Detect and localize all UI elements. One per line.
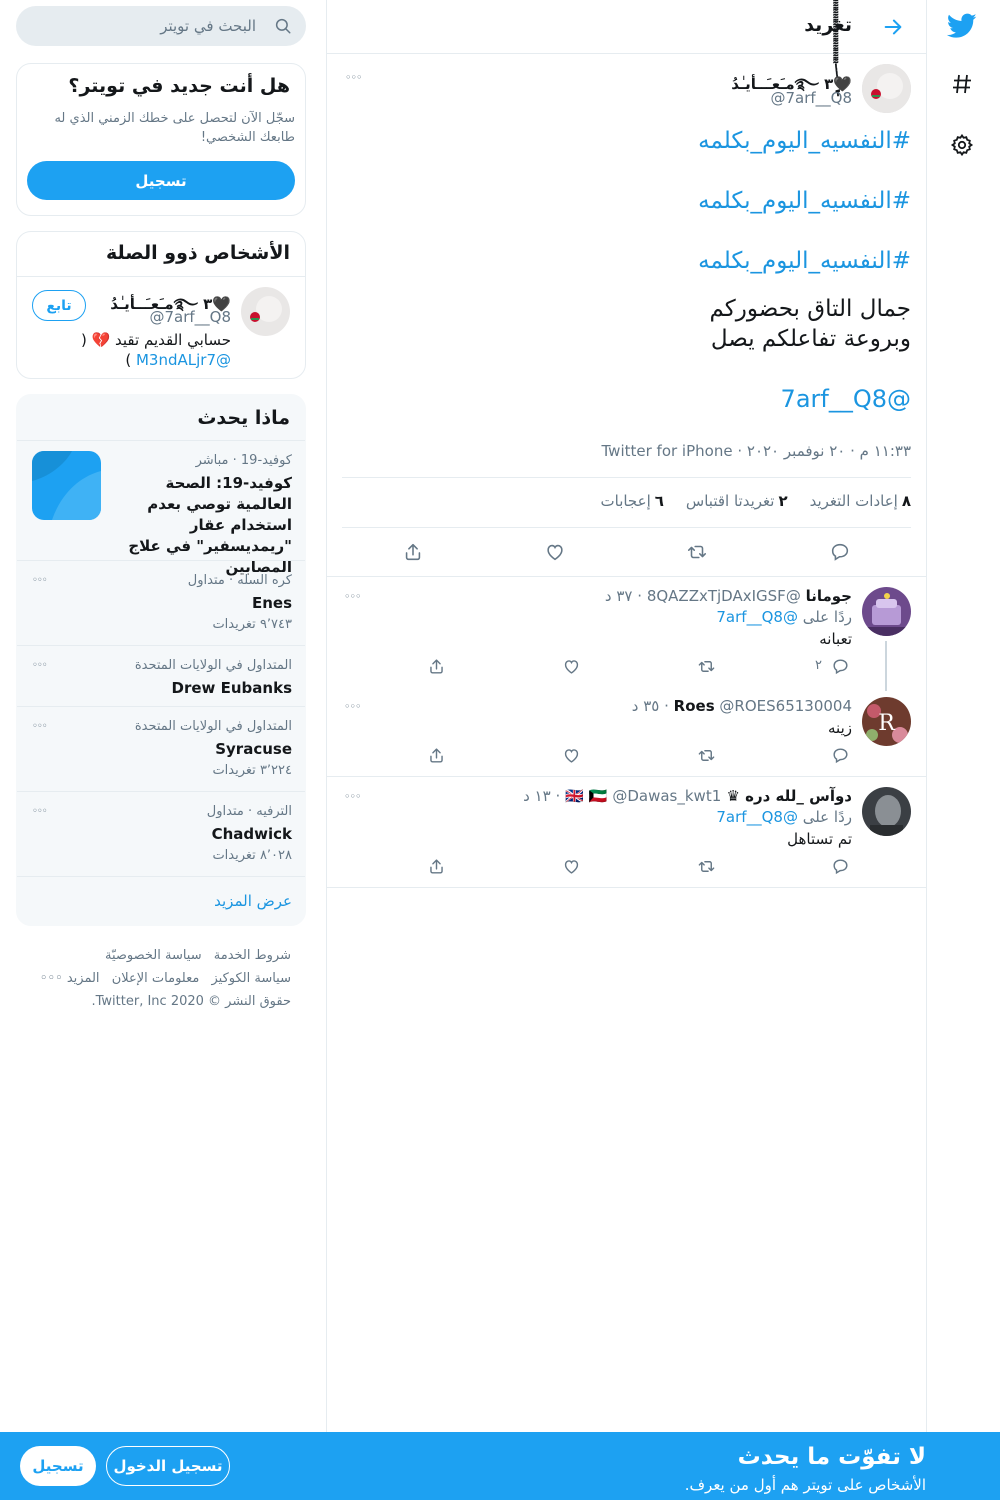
- trend-count: ٨٬٠٢٨ تغريدات: [212, 848, 292, 863]
- trend-context: المتداول في الولايات المتحدة: [134, 658, 292, 673]
- share-icon[interactable]: [427, 857, 446, 876]
- divider: [17, 276, 306, 277]
- bottom-bar-subtext: الأشخاص على تويتر هم أول من يعرف.: [684, 1476, 926, 1494]
- share-icon[interactable]: [427, 657, 446, 676]
- tweet-body: [351, 126, 911, 414]
- reply-handle-time[interactable]: @8QAZZxTjDAxIGSF · ٣٧ د: [604, 587, 801, 605]
- retweet-icon[interactable]: [697, 657, 716, 676]
- more-options-icon[interactable]: ◦◦◦: [32, 806, 47, 817]
- trend-topic: Enes: [251, 594, 292, 612]
- reply-icon[interactable]: [831, 746, 850, 765]
- mention-link[interactable]: @7arf__Q8: [780, 385, 911, 413]
- nav-rail: [926, 0, 1000, 1500]
- author-name[interactable]: 🖤ٍٰٰٰٰٰٰٖٓٓٓٓٓٓٓٓٓٓٓٓٓٓٓٓٓٓٓٓٓٓٓٓٓٓٓ٣ ࿐مـَعـَــأيـٰدُ: [731, 75, 852, 93]
- person-handle[interactable]: @7arf__Q8: [149, 308, 231, 326]
- quote-tweets-stat[interactable]: ٢تغريدتا اقتباس: [685, 492, 788, 510]
- divider: [342, 527, 911, 528]
- more-options-icon[interactable]: ◦◦◦: [32, 660, 47, 671]
- news-headline: كوفيد-19: الصحة العالمية توصي بعدم استخدام عقار "ريمديسفير" في علاج المصابين: [128, 474, 292, 576]
- mention-link[interactable]: @7arf__Q8: [716, 608, 798, 626]
- like-icon[interactable]: [562, 657, 581, 676]
- more-options-icon[interactable]: ◦◦◦: [32, 575, 47, 586]
- bottom-signup-bar: [0, 1432, 1000, 1500]
- footer-links: [21, 944, 291, 1013]
- trend-count: ٣٬٢٢٤ تغريدات: [212, 763, 292, 778]
- mention-link[interactable]: @7arf__Q8: [716, 808, 798, 826]
- trend-item[interactable]: [17, 560, 306, 645]
- divider: [327, 576, 926, 577]
- reply-avatar[interactable]: [862, 697, 911, 746]
- retweets-stat[interactable]: ٨إعادات التغريد: [809, 492, 911, 510]
- reply-header: [523, 787, 852, 805]
- reply-icon[interactable]: [831, 857, 850, 876]
- reply-author-name[interactable]: جومانا: [805, 587, 852, 605]
- divider: [327, 887, 926, 888]
- hashtag-link[interactable]: #النفسيه_اليوم_بكلمه: [698, 128, 911, 154]
- avatar-letter: R: [878, 711, 895, 736]
- gear-icon[interactable]: [942, 125, 982, 165]
- main-header: [327, 0, 926, 54]
- share-icon[interactable]: [402, 541, 424, 563]
- trend-topic: Drew Eubanks: [171, 679, 292, 697]
- arrow-right-icon[interactable]: [878, 12, 908, 42]
- trend-count: ٩٬٧٤٣ تغريدات: [212, 617, 292, 632]
- more-options-icon[interactable]: ◦◦◦: [344, 700, 361, 713]
- hashtag-link[interactable]: #النفسيه_اليوم_بكلمه: [698, 248, 911, 274]
- trend-topic: Chadwick: [211, 825, 292, 843]
- search-bar[interactable]: [16, 6, 306, 46]
- thread-line: [885, 641, 887, 691]
- person-bio: حسابي القديم تقيد 💔 ( @M3ndALjr7 ): [80, 331, 231, 369]
- like-icon[interactable]: [562, 857, 581, 876]
- hashtag-link[interactable]: #النفسيه_اليوم_بكلمه: [698, 188, 911, 214]
- more-options-icon[interactable]: ◦◦◦: [32, 721, 47, 732]
- featured-news[interactable]: [17, 440, 306, 576]
- bottom-bar-heading: لا تفوّت ما يحدث: [737, 1444, 926, 1470]
- hashtag-icon[interactable]: [942, 64, 982, 104]
- author-handle[interactable]: @7arf__Q8: [770, 89, 852, 107]
- twitter-bird-icon[interactable]: [942, 6, 982, 46]
- person-avatar[interactable]: [241, 287, 290, 336]
- author-avatar[interactable]: [862, 64, 911, 113]
- like-icon[interactable]: [544, 541, 566, 563]
- more-options-icon[interactable]: ◦◦◦: [344, 790, 361, 803]
- tweet-text-line: جمال التاق بحضوركم: [709, 296, 911, 322]
- trend-item[interactable]: [17, 791, 306, 876]
- reply-handle-time[interactable]: @ROES65130004 · ٣٥ د: [631, 697, 852, 715]
- reply-text: زينه: [828, 719, 852, 737]
- trend-item[interactable]: [17, 645, 306, 706]
- signup-description: سجّل الآن لتحصل على خطك الزمني الذي له طابعك الشخصي!: [54, 111, 295, 145]
- login-button[interactable]: تسجيل الدخول: [106, 1446, 230, 1486]
- reply-text: تم تستاهل: [787, 830, 852, 848]
- tweet-text-line: وبروعة تفاعلكم يصل: [710, 326, 911, 352]
- trend-context: الترفيه · متداول: [206, 804, 292, 819]
- reply-avatar[interactable]: [862, 787, 911, 836]
- divider: [342, 477, 911, 478]
- person-name[interactable]: 🖤٣ ࿐مـَعـَــأيـٰدُ: [110, 295, 231, 313]
- reply-author-name[interactable]: Roes: [673, 697, 715, 715]
- tweet-stats: [601, 492, 912, 510]
- cookies-link[interactable]: سياسة الكوكيز: [211, 971, 291, 986]
- like-icon[interactable]: [562, 746, 581, 765]
- news-context: كوفيد-19 · مباشر: [195, 453, 292, 468]
- trend-topic: Syracuse: [215, 740, 292, 758]
- show-more-row: [17, 876, 306, 926]
- tweet-timestamp[interactable]: ١١:٣٣ م · ٢٠ نوفمبر ٢٠٢٠ · Twitter for iPhone: [601, 442, 911, 460]
- new-to-twitter-card: [16, 63, 306, 216]
- reply-count: ٢: [815, 658, 822, 673]
- retweet-icon[interactable]: [697, 746, 716, 765]
- trend-context: كره السله · متداول: [187, 573, 292, 588]
- signup-button[interactable]: تسجيل: [20, 1446, 96, 1486]
- privacy-link[interactable]: سياسة الخصوصيّة: [104, 948, 202, 963]
- copyright: حقوق النشر © 2020 Twitter, Inc.: [91, 994, 291, 1009]
- search-input[interactable]: البحث في تويتر: [160, 17, 256, 35]
- reply-avatar[interactable]: [862, 587, 911, 636]
- more-options-icon[interactable]: ◦◦◦: [344, 590, 361, 603]
- trend-context: المتداول في الولايات المتحدة: [134, 719, 292, 734]
- share-icon[interactable]: [427, 746, 446, 765]
- relevant-people-card: [16, 231, 306, 379]
- reply-icon[interactable]: [815, 657, 850, 676]
- signup-button[interactable]: تسجيل: [27, 161, 295, 200]
- follow-button[interactable]: تابع: [32, 290, 86, 321]
- card-title: الأشخاص ذوو الصلة: [106, 242, 290, 264]
- more-options-icon[interactable]: ◦◦◦: [345, 71, 362, 84]
- show-more-link[interactable]: عرض المزيد: [214, 892, 292, 910]
- reply-text: تعبانه: [819, 630, 852, 648]
- likes-stat[interactable]: ٦إعجابات: [600, 492, 664, 510]
- trend-item[interactable]: [17, 706, 306, 791]
- main-column: [326, 0, 926, 1432]
- reply-author-name[interactable]: دوآس _لله دره ♛ 🇬🇧 🇰🇼: [564, 787, 852, 805]
- card-title: هل أنت جديد في تويتر؟: [68, 75, 290, 97]
- reply-header: [605, 587, 852, 605]
- reply-handle-time[interactable]: @Dawas_kwt1 · ١٣ د: [523, 787, 722, 805]
- reply-header: [632, 697, 852, 715]
- page-title: تغريد: [804, 14, 852, 36]
- reply-icon[interactable]: [829, 541, 851, 563]
- replying-to: ردًا على @7arf__Q8: [716, 808, 852, 826]
- retweet-icon[interactable]: [697, 857, 716, 876]
- card-title: ماذا يحدث: [197, 407, 290, 429]
- mention-link[interactable]: @M3ndALjr7: [135, 351, 231, 369]
- divider: [327, 776, 926, 777]
- replying-to: ردًا على @7arf__Q8: [716, 608, 852, 626]
- more-link[interactable]: المزيد ◦◦◦: [39, 971, 100, 986]
- news-thumbnail: [32, 451, 101, 520]
- terms-link[interactable]: شروط الخدمة: [213, 948, 291, 963]
- search-icon: [274, 17, 292, 39]
- ads-info-link[interactable]: معلومات الإعلان: [111, 971, 200, 986]
- whats-happening-card: [16, 394, 306, 926]
- retweet-icon[interactable]: [686, 541, 708, 563]
